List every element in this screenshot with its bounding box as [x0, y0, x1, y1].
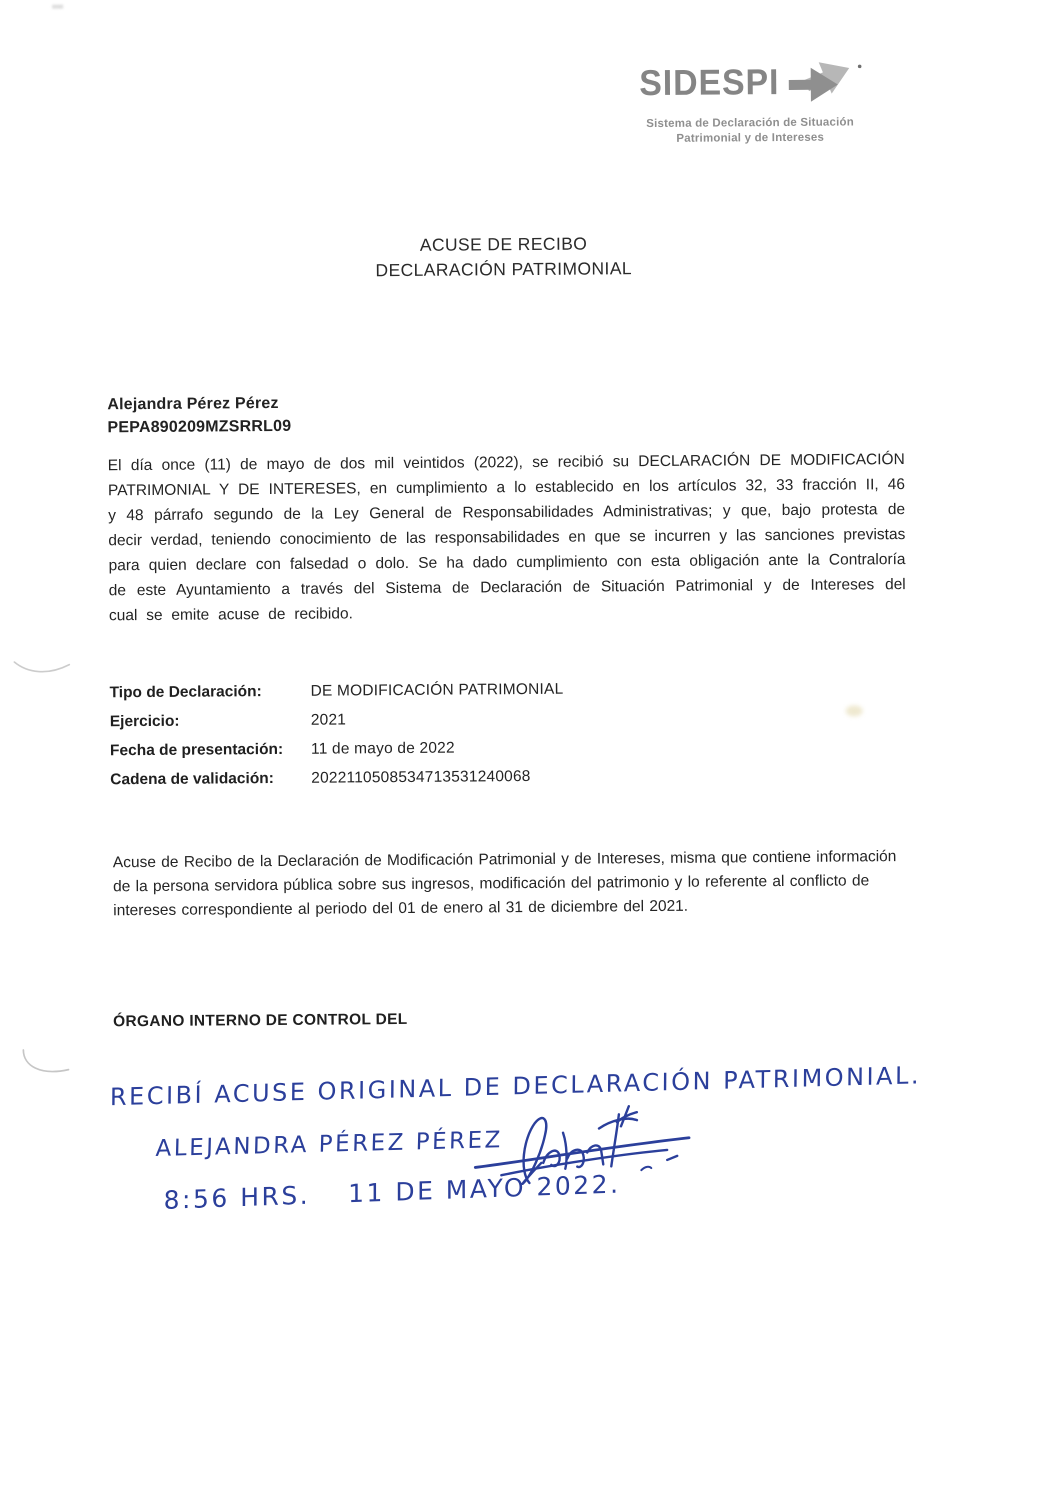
acuse-description: Acuse de Recibo de la Declaración de Modificación Patrimonial y de Intereses, misma que contiene información de la persona servidora pública sobre sus ingresos, modificación del patrimonio y lo referente al conflicto de intereses correspondiente al periodo del 01 de enero al 31 de diciembre del 2021.	[112, 848, 897, 920]
handwritten-datetime	[164, 1170, 621, 1215]
detail-row-tipo	[109, 678, 809, 702]
declaration-details	[109, 678, 810, 799]
handwritten-time: 8:56 HRS.	[163, 1180, 311, 1215]
declarant-block	[107, 392, 291, 439]
detail-value: 11 de mayo de 2022	[310, 739, 455, 758]
logo-wordmark: SIDESPI	[639, 61, 780, 104]
detail-value: 2021	[310, 711, 347, 729]
declarant-curp: PEPA890209MZSRRL09	[107, 417, 292, 437]
title-line1: ACUSE DE RECIBO	[419, 233, 588, 255]
double-right-arrow-icon	[786, 49, 865, 114]
document-title	[106, 229, 901, 285]
detail-label: Fecha de presentación:	[109, 740, 284, 760]
scan-smudge-icon	[846, 705, 863, 716]
detail-value: DE MODIFICACIÓN PATRIMONIAL	[310, 680, 564, 700]
detail-label: Cadena de validación:	[110, 770, 274, 789]
scan-smudge-icon	[11, 654, 75, 683]
detail-label: Tipo de Declaración:	[109, 683, 262, 702]
title-line2: DECLARACIÓN PATRIMONIAL	[375, 258, 633, 281]
detail-row-cadena	[110, 765, 810, 789]
detail-value: 2022110508534713531240068	[311, 767, 531, 787]
receipt-paragraph: El día once (11) de mayo de dos mil veintidos (2022), se recibió su DECLARACIÓN DE MODIFICACIÓN PATRIMONIAL Y DE INTERESES, en cumplimiento a lo establecido en los artículos 32, 33 fracción II, 46 y 48 párrafo segundo de la Ley General de Responsabilidades Administrativas; y que, bajo protesta de decir verdad, teniendo conocimiento de las responsabilidades en que se incurren y las sanciones previstas para quien declare con falsedad o dolo. Se ha dado cumplimiento con esta obligación ante la Contraloría de este Ayuntamiento a través del Sistema de Declaración de Situación Patrimonial y de Intereses del cual se emite acuse de recibido.	[107, 451, 906, 625]
handwritten-date: 11 DE MAYO 2022.	[348, 1169, 621, 1209]
handwritten-name: ALEJANDRA PÉREZ PÉREZ	[155, 1127, 504, 1162]
scan-smudge-icon	[52, 5, 63, 9]
scan-smudge-icon	[18, 1044, 76, 1084]
logo-tagline-line1: Sistema de Declaración de Situación	[646, 116, 854, 131]
detail-label: Ejercicio:	[109, 712, 180, 731]
declarant-name: Alejandra Pérez Pérez	[107, 394, 279, 414]
organ-heading: ÓRGANO INTERNO DE CONTROL DEL	[113, 1010, 408, 1031]
logo-tagline	[615, 115, 885, 147]
detail-row-ejercicio	[110, 707, 810, 731]
detail-row-fecha	[110, 736, 810, 760]
handwritten-note-line1: RECIBÍ ACUSE ORIGINAL DE DECLARACIÓN PATRIMONIAL.	[109, 1061, 922, 1112]
logo-tagline-line2: Patrimonial y de Intereses	[676, 131, 825, 145]
sidespi-logo	[615, 49, 886, 147]
